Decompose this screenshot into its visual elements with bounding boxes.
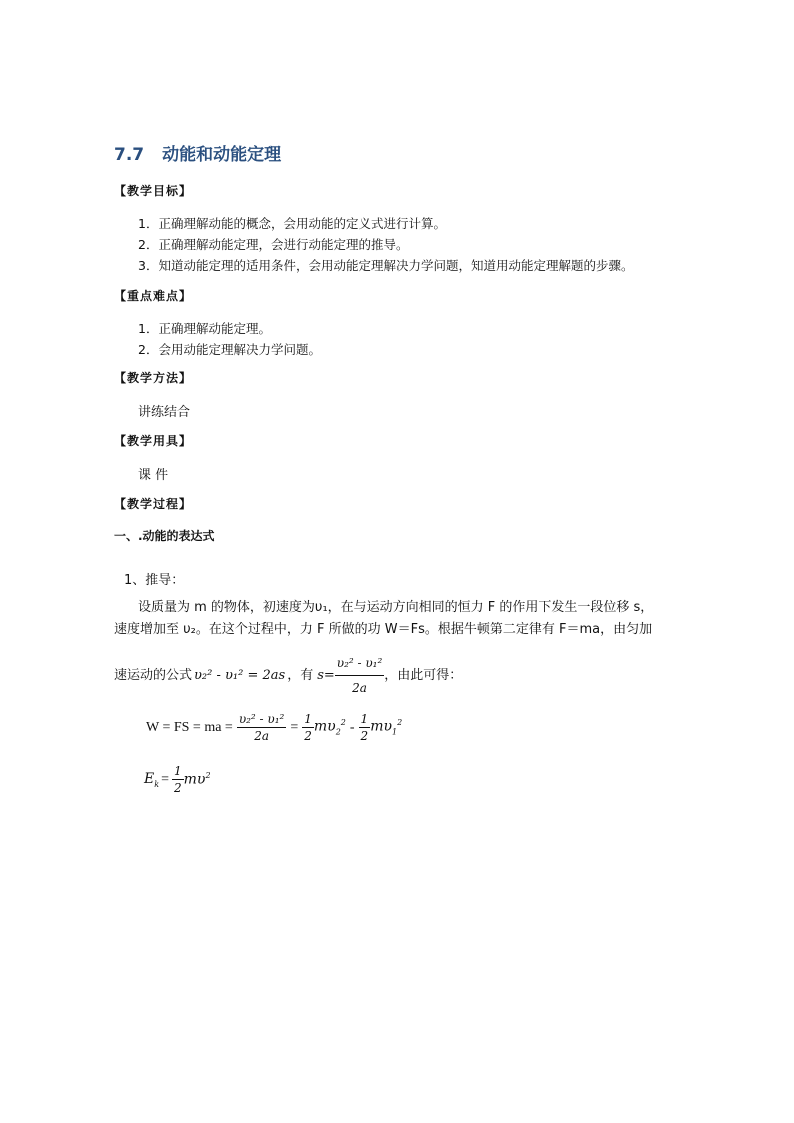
half-denominator: 2 bbox=[174, 781, 182, 795]
line3-suffix: ，由此可得： bbox=[384, 667, 463, 683]
half-numerator: 1 bbox=[304, 712, 312, 726]
half-denominator: 2 bbox=[360, 729, 369, 743]
mv-text: mυ bbox=[183, 771, 206, 788]
tools-text: 课 件 bbox=[138, 468, 169, 483]
mv-text: mυ bbox=[370, 718, 392, 735]
keypoint-item-2: 2．会用动能定理解决力学问题。 bbox=[138, 342, 321, 357]
ek-subscript: k bbox=[154, 779, 160, 789]
title-number: 7.7 bbox=[114, 145, 145, 165]
objective-item-2: 2．正确理解动能定理，会进行动能定理的推导。 bbox=[138, 237, 409, 252]
paragraph-line-3 bbox=[114, 652, 462, 699]
work-fraction bbox=[237, 712, 287, 743]
section-tools-heading: 【教学用具】 bbox=[114, 434, 193, 448]
work-equation-prefix: W = FS = ma = bbox=[146, 719, 233, 735]
v2v1-expression: υ₂² - υ₁² bbox=[194, 667, 244, 683]
work-fraction-denominator: 2a bbox=[254, 729, 269, 743]
ek-letter: E bbox=[144, 770, 155, 787]
work-equation bbox=[146, 712, 402, 743]
keypoint-item-1: 1．正确理解动能定理。 bbox=[138, 321, 271, 336]
part1-heading: 一、.动能的表达式 bbox=[114, 529, 215, 543]
section-keypoints-heading: 【重点难点】 bbox=[114, 289, 193, 303]
paragraph-line-1: 设质量为 m 的物体，初速度为υ₁，在与运动方向相同的恒力 F 的作用下发生一段位移 s， bbox=[138, 600, 654, 615]
ek-symbol bbox=[144, 771, 159, 789]
velocity-formula bbox=[194, 665, 285, 687]
mv-text: mυ bbox=[313, 718, 336, 735]
line3-mid: ，有 bbox=[287, 667, 314, 683]
two-as-expression: = 2as bbox=[247, 667, 286, 683]
mv2-term: $m\upsilon_2^2$ bbox=[313, 718, 346, 737]
ek-half-fraction bbox=[172, 764, 184, 795]
title-text: 动能和动能定理 bbox=[162, 145, 282, 165]
minus-sign: - bbox=[349, 719, 355, 735]
mv-squared-term: $m\upsilon^2$ bbox=[183, 771, 211, 788]
page-title bbox=[114, 140, 281, 165]
half-fraction-1 bbox=[302, 712, 314, 743]
line3-prefix: 速运动的公式 bbox=[114, 667, 193, 683]
s-fraction bbox=[335, 652, 385, 699]
s-fraction-denominator: 2a bbox=[352, 681, 367, 695]
section-process-heading: 【教学过程】 bbox=[114, 497, 193, 511]
method-text: 讲练结合 bbox=[138, 405, 191, 420]
s-label: s= bbox=[317, 667, 335, 683]
section-method-heading: 【教学方法】 bbox=[114, 371, 193, 385]
half-denominator: 2 bbox=[304, 729, 312, 743]
ek-equals-sign: = bbox=[161, 771, 169, 787]
half-numerator: 1 bbox=[360, 712, 369, 726]
kinetic-energy-equation bbox=[144, 764, 211, 795]
half-fraction-2 bbox=[359, 712, 371, 743]
half-numerator: 1 bbox=[174, 764, 182, 778]
equals-sign: = bbox=[290, 719, 299, 735]
mv1-term: $m\upsilon_1^2$ bbox=[370, 718, 403, 737]
s-fraction-numerator: υ₂² - υ₁² bbox=[335, 652, 385, 676]
section-objectives-heading: 【教学目标】 bbox=[114, 184, 193, 198]
objective-item-1: 1．正确理解动能的概念，会用动能的定义式进行计算。 bbox=[138, 216, 446, 231]
derivation-label: 1、推导： bbox=[124, 573, 185, 588]
work-fraction-numerator: υ₂² - υ₁² bbox=[238, 712, 285, 726]
paragraph-line-2: 速度增加至 υ₂。在这个过程中，力 F 所做的功 W＝Fs。根据牛顿第二定律有 F＝ma，由匀加 bbox=[114, 622, 653, 637]
objective-item-3: 3．知道动能定理的适用条件，会用动能定理解决力学问题，知道用动能定理解题的步骤。 bbox=[138, 258, 634, 273]
